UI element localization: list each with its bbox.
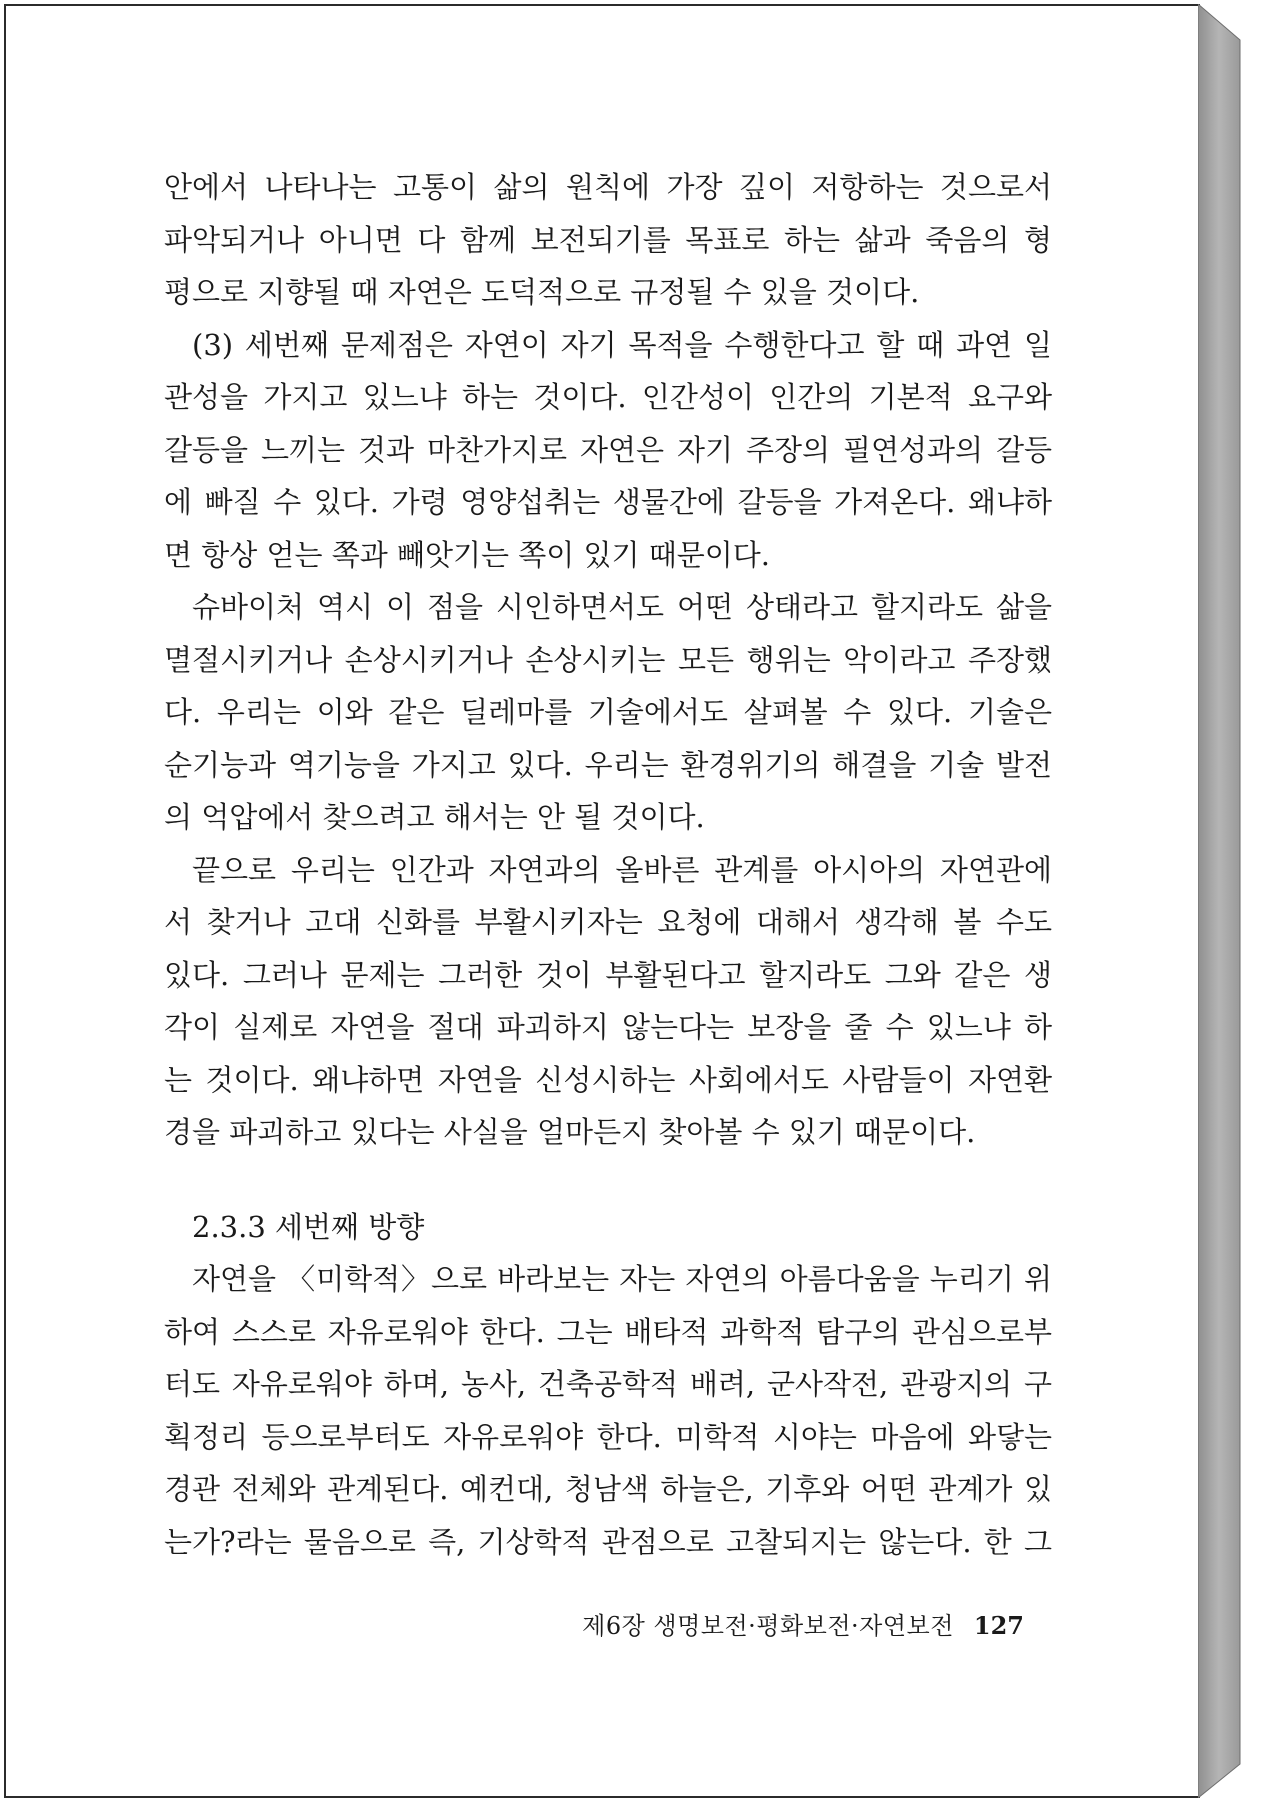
text-line: 관성을 가지고 있느냐 하는 것이다. 인간성이 인간의 기본적 요구와 <box>164 380 1052 414</box>
text-line: 안에서 나타나는 고통이 삶의 원칙에 가장 깊이 저항하는 것으로서 <box>164 170 1052 204</box>
text-line: 끝으로 우리는 인간과 자연과의 올바른 관계를 아시아의 자연관에 <box>192 852 1052 887</box>
text-line: 갈등을 느끼는 것과 마찬가지로 자연은 자기 주장의 필연성과의 갈등 <box>164 432 1052 467</box>
paragraph-2 <box>164 319 1052 582</box>
text-line: 터도 자유로워야 하며, 농사, 건축공학적 배려, 군사작전, 관광지의 구 <box>164 1367 1052 1401</box>
book-spine <box>1198 4 1268 1798</box>
text-line: 슈바이처 역시 이 점을 시인하면서도 어떤 상태라고 할지라도 삶을 <box>192 590 1052 624</box>
paragraph-4 <box>164 844 1052 1159</box>
chapter-title: 제6장 생명보전·평화보전·자연보전 <box>582 1612 954 1640</box>
paragraph-1 <box>164 161 1052 319</box>
page-body <box>164 161 1052 1568</box>
text-line: 서 찾거나 고대 신화를 부활시키자는 요청에 대해서 생각해 볼 수도 <box>164 905 1052 939</box>
page-number: 127 <box>973 1611 1024 1640</box>
text-line: 있다. 그러나 문제는 그러한 것이 부활된다고 할지라도 그와 같은 생 <box>164 957 1052 992</box>
text-line: 는 것이다. 왜냐하면 자연을 신성시하는 사회에서도 사람들이 자연환 <box>164 1062 1052 1097</box>
text-line: 순기능과 역기능을 가지고 있다. 우리는 환경위기의 해결을 기술 발전 <box>164 747 1052 782</box>
running-footer <box>554 1606 1024 1641</box>
book-spine-shape <box>1198 4 1268 1798</box>
text-line: 멸절시키거나 손상시키거나 손상시키는 모든 행위는 악이라고 주장했 <box>164 642 1052 677</box>
text-line: 경관 전체와 관계된다. 예컨대, 청남색 하늘은, 기후와 어떤 관계가 있 <box>164 1472 1052 1506</box>
section-heading: 2.3.3 세번째 방향 <box>192 1209 425 1244</box>
paragraph-5 <box>164 1253 1052 1568</box>
text-line: 는가?라는 물음으로 즉, 기상학적 관점으로 고찰되지는 않는다. 한 그 <box>164 1524 1052 1559</box>
text-line: 평으로 지향될 때 자연은 도덕적으로 규정될 수 있을 것이다. <box>164 275 920 309</box>
text-line: 경을 파괴하고 있다는 사실을 얼마든지 찾아볼 수 있기 때문이다. <box>164 1115 976 1149</box>
text-line: 자연을 〈미학적〉으로 바라보는 자는 자연의 아름다움을 누리기 위 <box>192 1262 1052 1296</box>
text-line: 에 빠질 수 있다. 가령 영양섭취는 생물간에 갈등을 가져온다. 왜냐하 <box>164 485 1052 519</box>
book-page <box>4 4 1200 1798</box>
paragraph-3 <box>164 581 1052 844</box>
text-line: 파악되거나 아니면 다 함께 보전되기를 목표로 하는 삶과 죽음의 형 <box>164 222 1052 257</box>
text-line: 획정리 등으로부터도 자유로워야 한다. 미학적 시야는 마음에 와닿는 <box>164 1419 1052 1454</box>
text-line: (3) 세번째 문제점은 자연이 자기 목적을 수행한다고 할 때 과연 일 <box>192 327 1052 362</box>
text-line: 하여 스스로 자유로워야 한다. 그는 배타적 과학적 탐구의 관심으로부 <box>164 1314 1052 1349</box>
text-line: 다. 우리는 이와 같은 딜레마를 기술에서도 살펴볼 수 있다. 기술은 <box>164 695 1052 729</box>
text-line: 각이 실제로 자연을 절대 파괴하지 않는다는 보장을 줄 수 있느냐 하 <box>164 1010 1052 1044</box>
text-line: 의 억압에서 찾으려고 해서는 안 될 것이다. <box>164 800 705 834</box>
text-line: 면 항상 얻는 쪽과 빼앗기는 쪽이 있기 때문이다. <box>164 537 771 572</box>
